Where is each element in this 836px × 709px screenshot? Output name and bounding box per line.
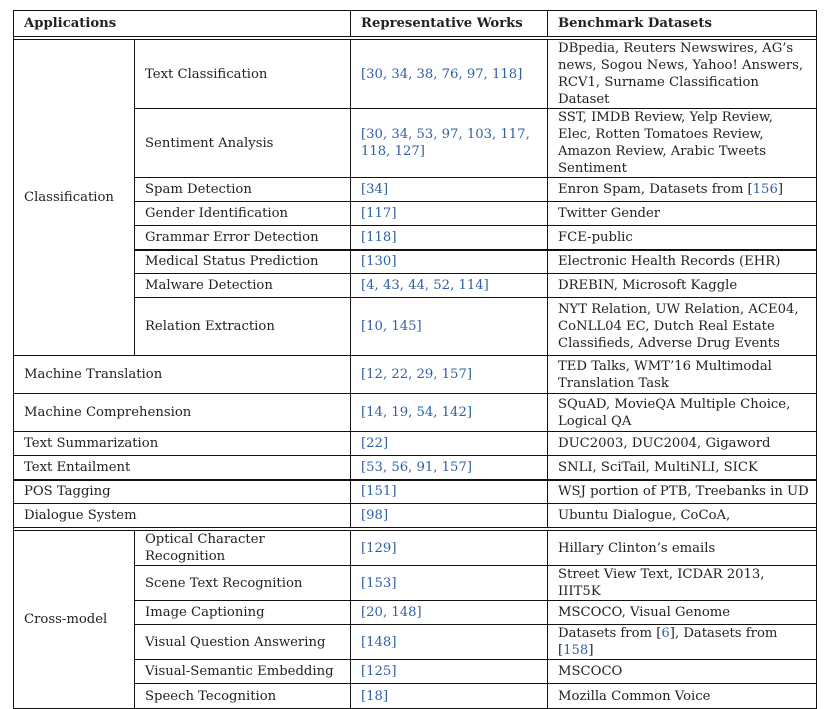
citation-link[interactable]: 142 [441,405,467,420]
works-machine-comprehension [351,394,548,432]
citation-punct: ] [391,575,397,591]
citation-link[interactable]: 118 [361,144,387,159]
citation-punct: , [458,66,467,82]
table-row [14,394,817,432]
citation-link[interactable]: 103 [466,127,493,142]
group-cross-model: Cross-model [14,531,135,709]
citation-punct: ] [391,206,397,221]
bench-spam-suffix: ] [777,182,783,197]
table-row [14,178,817,202]
citation-link[interactable]: 34 [391,127,409,142]
citation-punct: , [382,319,392,334]
citation-punct: , [433,127,442,142]
bench-relation-extraction: NYT Relation, UW Relation, ACE04, CoNLL04 EC, Dutch Real Estate Classifieds, Adverse Drug Events [548,298,817,356]
citation-punct: ] [382,182,389,197]
citation-link[interactable]: 54 [416,405,434,420]
works-machine-translation [351,356,548,394]
citation-punct: , [382,127,392,142]
citation-link[interactable]: 12 [366,367,383,382]
citation-link[interactable]: 22 [391,367,409,382]
citation-link[interactable]: 156 [752,182,778,197]
bench-grammar-error-detection: FCE-public [548,226,817,250]
table-row [14,504,817,528]
table-row [14,684,817,709]
citation-punct: ] [483,278,489,293]
citation-link[interactable]: 30 [366,66,383,82]
citation-link[interactable]: 97 [466,66,484,82]
citation-punct: ] [391,664,397,679]
works-scene-text-recognition [351,566,548,601]
citation-link[interactable]: 52 [433,278,451,293]
citation-link[interactable]: 4 [366,278,375,293]
bench-text-classification: DBpedia, Reuters Newswires, AG’s news, Sogou News, Yahoo! Answers, RCV1, Surname Classification Dataset [548,40,817,109]
citation-link[interactable]: 34 [391,66,409,82]
group-classification: Classification [14,40,135,356]
citation-link[interactable]: 97 [441,127,459,142]
citation-link[interactable]: 145 [391,319,417,334]
bench-sentiment-analysis: SST, IMDB Review, Yelp Review, Elec, Rotten Tomatoes Review, Amazon Review, Arabic Tweets Sentiment [548,109,817,178]
table-row [14,250,817,274]
citation-punct: , [433,66,442,82]
citation-punct: , [382,459,392,475]
citation-punct: , [382,405,392,420]
citation-punct: [ [361,66,367,82]
citation-punct: [ [361,540,367,556]
bench-medical-status-prediction: Electronic Health Records (EHR) [548,250,817,274]
bench-spam-prefix: Enron Spam, Datasets from [ [558,182,753,197]
app-ocr: Optical Character Recognition [135,531,351,566]
citation-link[interactable]: 118 [492,66,518,82]
app-relation-extraction: Relation Extraction [135,298,351,356]
citation-link[interactable]: 118 [366,229,392,245]
citation-link[interactable]: 44 [408,278,425,293]
citation-link[interactable]: 34 [366,182,383,197]
bench-gender-identification: Twitter Gender [548,202,817,226]
citation-punct: ] [391,540,397,556]
table-row [14,40,817,109]
citation-link[interactable]: 153 [366,575,392,591]
citation-punct: ] [391,229,397,245]
app-machine-comprehension: Machine Comprehension [14,394,351,432]
works-speech-recognition [351,684,548,709]
citation-punct: , [492,127,501,142]
works-text-entailment [351,456,548,480]
citation-link[interactable]: 151 [366,484,392,500]
citation-link[interactable]: 91 [416,459,434,475]
citation-punct: , [382,605,392,620]
table-row [14,480,817,504]
app-text-classification: Text Classification [135,40,351,109]
app-dialogue-system: Dialogue System [14,504,351,528]
citation-link[interactable]: 14 [366,405,383,420]
citation-punct: ] [466,405,472,420]
citation-punct: , [450,278,459,293]
citation-punct: , [433,367,442,382]
bench-image-captioning: MSCOCO, Visual Genome [548,601,817,625]
bench-text-entailment: SNLI, SciTail, MultiNLI, SICK [548,456,817,480]
citation-punct: ] [419,144,425,159]
citation-punct: ] [391,634,397,650]
citation-punct: ] [391,254,397,270]
citation-link[interactable]: 19 [391,405,409,420]
bench-spam-detection [548,178,817,202]
citation-punct: ] [416,319,422,334]
table-row [14,109,817,178]
table-row [14,625,817,660]
app-gender-identification: Gender Identification [135,202,351,226]
header-applications: Applications [14,11,351,37]
works-visual-semantic-embedding [351,660,548,684]
table-row [14,298,817,356]
bench-malware-detection: DREBIN, Microsoft Kaggle [548,274,817,298]
table-row [14,566,817,601]
citation-link[interactable]: 29 [416,367,434,382]
citation-punct: , [386,144,395,159]
app-sentiment-analysis: Sentiment Analysis [135,109,351,178]
bench-vqa-suffix: ] [588,643,594,658]
citation-punct: [ [361,484,367,500]
citation-link[interactable]: 98 [366,508,383,523]
citation-punct: , [433,405,442,420]
table-row [14,601,817,625]
citation-punct: [ [361,206,367,221]
works-pos-tagging [351,480,548,504]
header-row [14,11,817,37]
bench-pos-tagging: WSJ portion of PTB, Treebanks in UD [548,480,817,504]
app-text-summarization: Text Summarization [14,432,351,456]
citation-punct: [ [361,319,367,334]
citation-link[interactable]: 114 [458,278,484,293]
table-row [14,274,817,298]
citation-punct: [ [361,605,367,620]
app-scene-text-recognition: Scene Text Recognition [135,566,351,601]
app-medical-status-prediction: Medical Status Prediction [135,250,351,274]
table-row [14,456,817,480]
app-grammar-error-detection: Grammar Error Detection [135,226,351,250]
citation-punct: [ [361,575,367,591]
citation-punct: [ [361,508,367,523]
citation-link[interactable]: 157 [441,459,467,475]
bench-vqa [548,625,817,660]
citation-punct: [ [361,459,367,475]
citation-punct: , [408,459,417,475]
table-row [14,432,817,456]
app-malware-detection: Malware Detection [135,274,351,298]
works-grammar-error-detection [351,226,548,250]
citation-link[interactable]: 43 [382,278,400,293]
works-image-captioning [351,601,548,625]
citation-link[interactable]: 10 [366,319,383,334]
citation-punct: ] [416,605,422,620]
bench-vqa-mid: ], Datasets from [ [558,626,778,658]
bench-speech-recognition: Mozilla Common Voice [548,684,817,709]
table-row [14,226,817,250]
table-row [14,531,817,566]
citation-punct: , [382,367,392,382]
app-spam-detection: Spam Detection [135,178,351,202]
citation-link[interactable]: 38 [416,66,434,82]
citation-punct: , [424,278,434,293]
bench-text-summarization: DUC2003, DUC2004, Gigaword [548,432,817,456]
citation-link[interactable]: 6 [661,626,670,641]
citation-link[interactable]: 30 [366,127,383,142]
citation-link[interactable]: 76 [441,66,459,82]
table-row [14,202,817,226]
works-text-summarization [351,432,548,456]
header-representative-works: Representative Works [351,11,548,37]
citation-punct: [ [361,664,367,679]
works-medical-status-prediction [351,250,548,274]
citation-link[interactable]: 157 [441,367,467,382]
app-machine-translation: Machine Translation [14,356,351,394]
citation-link[interactable]: 148 [391,605,417,620]
citation-link[interactable]: 117 [366,206,392,221]
citation-punct: [ [361,634,367,650]
bench-dialogue-system: Ubuntu Dialogue, CoCoA, [548,504,817,528]
citation-punct: , [408,66,417,82]
citation-link[interactable]: 22 [366,436,383,451]
citation-punct: [ [361,229,367,245]
works-ocr [351,531,548,566]
citation-punct: , [408,367,417,382]
bench-ocr: Hillary Clinton’s emails [548,531,817,566]
applications-table [13,10,817,709]
app-text-entailment: Text Entailment [14,456,351,480]
citation-link[interactable]: 53 [416,127,434,142]
citation-punct: , [525,127,530,142]
citation-punct: [ [361,127,367,142]
works-sentiment-analysis [351,109,548,178]
citation-punct: [ [361,182,367,197]
works-relation-extraction [351,298,548,356]
table-row [14,660,817,684]
bench-machine-comprehension: SQuAD, MovieQA Multiple Choice, Logical QA [548,394,817,432]
works-spam-detection [351,178,548,202]
citation-punct: [ [361,367,367,382]
citation-punct: , [408,405,417,420]
app-vqa: Visual Question Answering [135,625,351,660]
citation-link[interactable]: 129 [366,540,392,556]
citation-punct: ] [382,508,389,523]
citation-link[interactable]: 20 [366,605,383,620]
citation-punct: ] [466,367,472,382]
bench-visual-semantic-embedding: MSCOCO [548,660,817,684]
citation-punct: ] [466,459,472,475]
app-visual-semantic-embedding: Visual-Semantic Embedding [135,660,351,684]
app-pos-tagging: POS Tagging [14,480,351,504]
citation-punct: ] [382,436,389,451]
citation-punct: , [399,278,409,293]
app-speech-recognition: Speech Tecognition [135,684,351,709]
citation-punct: , [483,66,493,82]
works-gender-identification [351,202,548,226]
works-malware-detection [351,274,548,298]
citation-punct: [ [361,278,367,293]
citation-punct: [ [361,436,367,451]
citation-link[interactable]: 18 [366,688,383,704]
table-row [14,356,817,394]
citation-punct: [ [361,688,367,704]
applications-table-container [13,10,816,709]
citation-link[interactable]: 127 [394,144,420,159]
citation-punct: [ [361,405,367,420]
citation-punct: [ [361,254,367,270]
citation-punct: , [433,459,442,475]
citation-link[interactable]: 53 [366,459,383,475]
citation-link[interactable]: 148 [366,634,392,650]
app-image-captioning: Image Captioning [135,601,351,625]
citation-punct: ] [382,688,389,704]
citation-punct: , [458,127,467,142]
citation-punct: , [374,278,383,293]
citation-punct: , [382,66,392,82]
citation-link[interactable]: 158 [563,643,589,658]
bench-machine-translation: TED Talks, WMT’16 Multimodal Translation Task [548,356,817,394]
citation-link[interactable]: 125 [366,664,392,679]
citation-link[interactable]: 117 [500,127,526,142]
citation-punct: , [408,127,417,142]
works-text-classification [351,40,548,109]
bench-vqa-prefix: Datasets from [ [558,626,662,641]
citation-punct: ] [391,484,397,500]
works-dialogue-system [351,504,548,528]
citation-punct: ] [517,66,523,82]
header-benchmark-datasets: Benchmark Datasets [548,11,817,37]
works-vqa [351,625,548,660]
citation-link[interactable]: 130 [366,254,392,270]
citation-link[interactable]: 56 [391,459,409,475]
bench-scene-text-recognition: Street View Text, ICDAR 2013, IIIT5K [548,566,817,601]
